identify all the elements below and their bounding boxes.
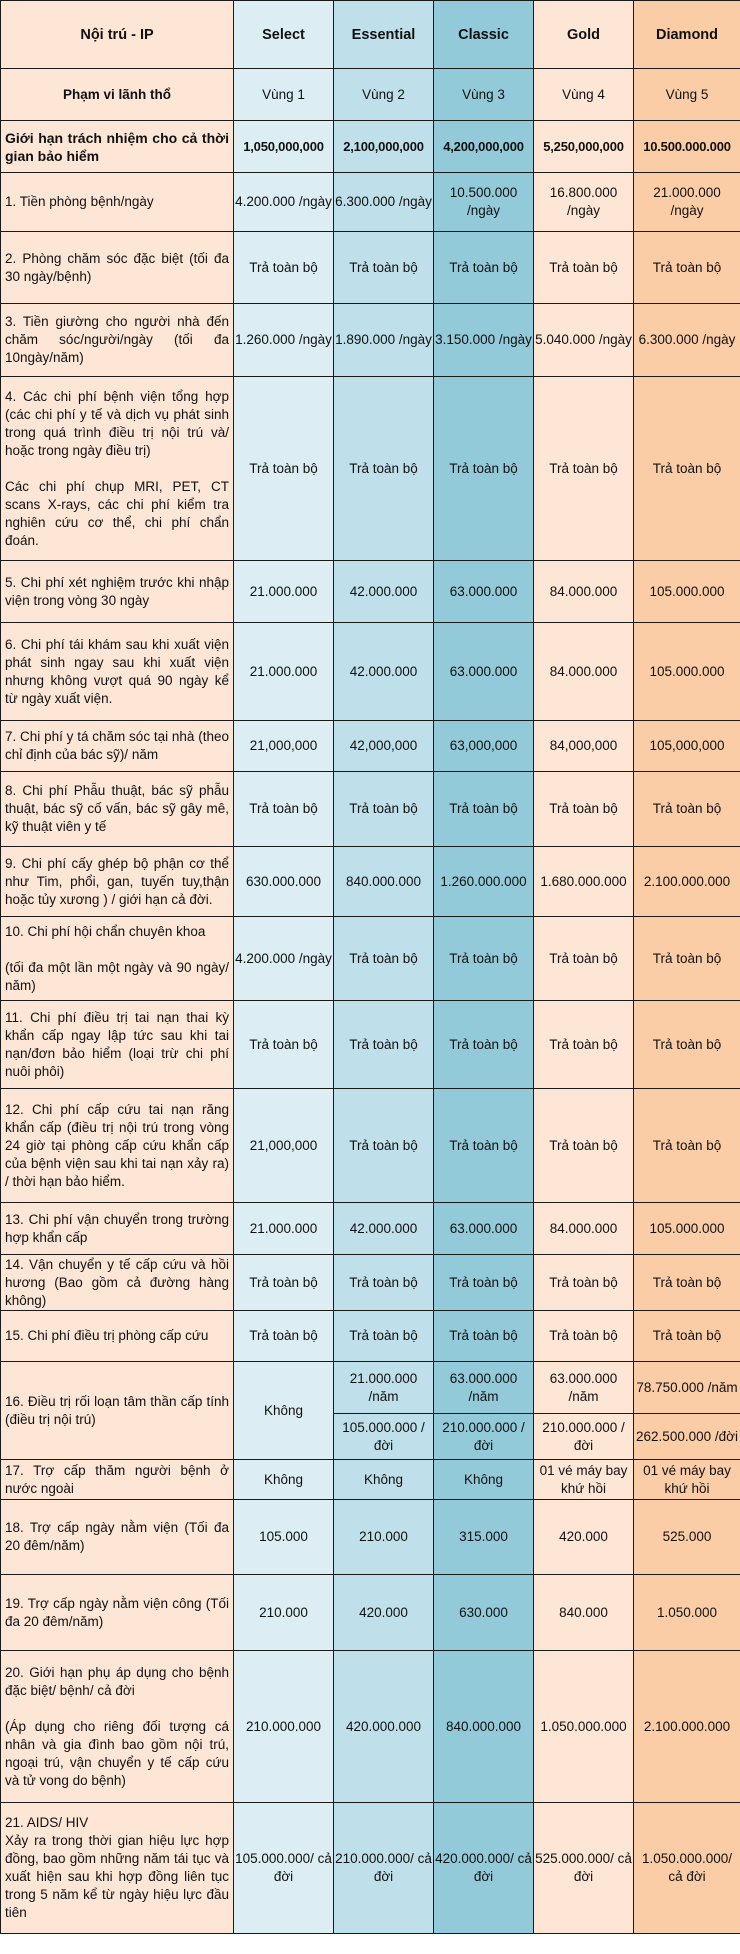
benefit-value: 1.050.000	[634, 1575, 740, 1651]
benefit-value: Trả toàn bộ	[334, 1089, 434, 1203]
benefit-value: Trả toàn bộ	[534, 1311, 634, 1362]
benefit-value: 4.200.000 /ngày	[234, 917, 334, 1001]
benefit-value: 105.000.000/ cả đời	[234, 1803, 334, 1934]
benefit-value: 21.000.000	[234, 623, 334, 721]
limit-value: 1,050,000,000	[234, 121, 334, 173]
benefit-value: 63.000.000 /năm	[534, 1362, 634, 1414]
benefit-value: Trả toàn bộ	[334, 772, 434, 847]
benefit-value: Trả toàn bộ	[334, 1255, 434, 1311]
territory-value: Vùng 1	[234, 69, 334, 121]
benefit-value: 6.300.000 /ngày	[634, 304, 740, 377]
benefit-value: 105,000,000	[634, 721, 740, 772]
benefit-value: 210.000.000 /đời	[534, 1414, 634, 1460]
benefit-value: 78.750.000 /năm	[634, 1362, 740, 1414]
benefit-value: Trả toàn bộ	[634, 1311, 740, 1362]
table-row	[1, 561, 740, 623]
benefit-value: Trả toàn bộ	[634, 1001, 740, 1089]
benefit-label: 16. Điều trị rối loạn tâm thần cấp tính (điều trị nội trú)	[1, 1362, 234, 1460]
plan-header-classic: Classic	[434, 1, 534, 69]
benefit-label: 2. Phòng chăm sóc đặc biệt (tối đa 30 ngày/bệnh)	[1, 232, 234, 304]
benefit-value: 420.000	[534, 1500, 634, 1575]
table-row	[1, 377, 740, 561]
benefit-value: 10.500.000 /ngày	[434, 173, 534, 232]
benefit-value: Trả toàn bộ	[434, 1311, 534, 1362]
table-row	[1, 847, 740, 917]
territory-row	[1, 69, 740, 121]
benefit-value: 105.000	[234, 1500, 334, 1575]
table-row	[1, 1803, 740, 1934]
benefit-value: Trả toàn bộ	[534, 772, 634, 847]
benefit-value: Trả toàn bộ	[434, 1255, 534, 1311]
benefit-value: 16.800.000 /ngày	[534, 173, 634, 232]
table-row	[1, 1001, 740, 1089]
plan-header-gold: Gold	[534, 1, 634, 69]
header-row	[1, 1, 740, 69]
benefit-label: 6. Chi phí tái khám sau khi xuất viện phát sinh ngay sau khi xuất viện nhưng không vượt quá 90 ngày kể từ ngày xuất viện.	[1, 623, 234, 721]
benefit-value: Trả toàn bộ	[434, 772, 534, 847]
benefit-value: 21,000,000	[234, 721, 334, 772]
benefit-value: Trả toàn bộ	[334, 377, 434, 561]
benefit-value: Không	[234, 1460, 334, 1500]
benefit-value: 42.000.000	[334, 1203, 434, 1255]
benefit-value: 84,000,000	[534, 721, 634, 772]
benefit-value: 21.000.000	[234, 1203, 334, 1255]
benefit-label: 10. Chi phí hội chẩn chuyên khoa (tối đa một lần một ngày và 90 ngày/ năm)	[1, 917, 234, 1001]
table-row	[1, 1575, 740, 1651]
benefit-value: Trả toàn bộ	[234, 1001, 334, 1089]
table-row	[1, 173, 740, 232]
benefit-value: Trả toàn bộ	[634, 232, 740, 304]
benefit-value: Trả toàn bộ	[634, 772, 740, 847]
limit-value: 5,250,000,000	[534, 121, 634, 173]
benefit-value: 21.000.000	[234, 561, 334, 623]
benefit-value: 840.000.000	[434, 1651, 534, 1803]
benefit-label: 9. Chi phí cấy ghép bộ phận cơ thể như Tim, phổi, gan, tuyến tuy,thận hoặc tủy xương ) / giới hạn cả đời.	[1, 847, 234, 917]
benefit-label: 5. Chi phí xét nghiệm trước khi nhập viện trong vòng 30 ngày	[1, 561, 234, 623]
benefit-label: 12. Chi phí cấp cứu tai nạn răng khẩn cấp (điều trị nội trú trong vòng 24 giờ tại phòng cấp cứu khẩn cấp của bệnh viện sau khi tai nạn xảy ra) / thời hạn bảo hiểm.	[1, 1089, 234, 1203]
limit-value: 10.500.000.000	[634, 121, 740, 173]
benefit-value: 6.300.000 /ngày	[334, 173, 434, 232]
benefit-value: Trả toàn bộ	[534, 1255, 634, 1311]
benefit-value: Trả toàn bộ	[434, 1001, 534, 1089]
table-row	[1, 1651, 740, 1803]
benefit-value: 01 vé máy bay khứ hồi	[634, 1460, 740, 1500]
territory-value: Vùng 3	[434, 69, 534, 121]
benefit-value: Trả toàn bộ	[434, 377, 534, 561]
table-row	[1, 623, 740, 721]
benefit-value: 42.000.000	[334, 561, 434, 623]
table-row	[1, 1500, 740, 1575]
benefit-value: 420.000	[334, 1575, 434, 1651]
benefit-value: 63.000.000	[434, 1203, 534, 1255]
benefit-value: 63.000.000	[434, 561, 534, 623]
benefit-value: Không	[434, 1460, 534, 1500]
benefit-label: 17. Trợ cấp thăm người bệnh ở nước ngoài	[1, 1460, 234, 1500]
benefit-value: 210.000	[334, 1500, 434, 1575]
benefit-value: 315.000	[434, 1500, 534, 1575]
benefit-value: Trả toàn bộ	[334, 1001, 434, 1089]
benefit-value: 84.000.000	[534, 623, 634, 721]
table-title: Nội trú - IP	[1, 1, 234, 69]
limit-value: 4,200,000,000	[434, 121, 534, 173]
benefit-value: 105.000.000	[634, 623, 740, 721]
benefit-value: 42.000.000	[334, 623, 434, 721]
table-row	[1, 304, 740, 377]
table-row	[1, 1460, 740, 1500]
benefit-label: 19. Trợ cấp ngày nằm viện công (Tối đa 20 đêm/năm)	[1, 1575, 234, 1651]
table-row	[1, 1362, 740, 1414]
table-row	[1, 1203, 740, 1255]
benefit-value: Trả toàn bộ	[334, 917, 434, 1001]
benefit-value: 525.000.000/ cả đời	[534, 1803, 634, 1934]
benefit-value: 105.000.000 /đời	[334, 1414, 434, 1460]
limit-label: Giới hạn trách nhiệm cho cả thời gian bảo hiểm	[1, 121, 234, 173]
benefit-value: 1.050.000.000/ cả đời	[634, 1803, 740, 1934]
benefit-value: 3.150.000 /ngày	[434, 304, 534, 377]
benefit-value: 01 vé máy bay khứ hồi	[534, 1460, 634, 1500]
benefit-value: 2.100.000.000	[634, 847, 740, 917]
benefit-value: 630.000.000	[234, 847, 334, 917]
benefit-value: 84.000.000	[534, 1203, 634, 1255]
benefit-value: Trả toàn bộ	[234, 772, 334, 847]
benefit-value: Trả toàn bộ	[434, 1089, 534, 1203]
benefit-value: Không	[334, 1460, 434, 1500]
benefit-value: 1.050.000.000	[534, 1651, 634, 1803]
territory-value: Vùng 4	[534, 69, 634, 121]
table-row	[1, 1311, 740, 1362]
benefit-value: 84.000.000	[534, 561, 634, 623]
benefit-value: 21.000.000 /năm	[334, 1362, 434, 1414]
benefit-label: 14. Vận chuyển y tế cấp cứu và hồi hương (Bao gồm cả đường hàng không)	[1, 1255, 234, 1311]
benefit-value: Trả toàn bộ	[334, 232, 434, 304]
benefit-value: 63.000.000 /năm	[434, 1362, 534, 1414]
benefit-value: 63,000,000	[434, 721, 534, 772]
benefit-value: Trả toàn bộ	[234, 1311, 334, 1362]
benefit-label: 18. Trợ cấp ngày nằm viện (Tối đa 20 đêm/năm)	[1, 1500, 234, 1575]
benefit-value: 210.000.000/ cả đời	[334, 1803, 434, 1934]
benefit-value: 2.100.000.000	[634, 1651, 740, 1803]
territory-value: Vùng 5	[634, 69, 740, 121]
benefit-label: 4. Các chi phí bệnh viện tổng hợp (các chi phí y tế và dịch vụ phát sinh trong quá trình điều trị nội trú và/ hoặc trong ngày điều trị) Các chi phí chụp MRI, PET, CT scans X-rays, các chi phí kiểm tra nghiên cứu cơ thể, chi phí chẩn đoán.	[1, 377, 234, 561]
benefit-value: 630.000	[434, 1575, 534, 1651]
limit-row	[1, 121, 740, 173]
benefit-value: Trả toàn bộ	[634, 917, 740, 1001]
plan-header-select: Select	[234, 1, 334, 69]
benefit-value: Trả toàn bộ	[534, 1001, 634, 1089]
benefit-value: Trả toàn bộ	[534, 1089, 634, 1203]
benefit-value: 210.000	[234, 1575, 334, 1651]
benefit-value: Trả toàn bộ	[534, 232, 634, 304]
benefit-value: 105.000.000	[634, 1203, 740, 1255]
benefit-value: Trả toàn bộ	[534, 917, 634, 1001]
benefit-value: Trả toàn bộ	[234, 232, 334, 304]
benefit-value: 420.000.000/ cả đời	[434, 1803, 534, 1934]
benefit-value: 210.000.000	[234, 1651, 334, 1803]
benefit-label: 8. Chi phí Phẫu thuật, bác sỹ phẫu thuật, bác sỹ cố vấn, bác sỹ gây mê, kỹ thuật viên y tế	[1, 772, 234, 847]
benefit-value: 21,000,000	[234, 1089, 334, 1203]
benefit-value: 1.680.000.000	[534, 847, 634, 917]
benefit-label: 15. Chi phí điều trị phòng cấp cứu	[1, 1311, 234, 1362]
benefit-label: 3. Tiền giường cho người nhà đến chăm sóc/người/ngày (tối đa 10ngày/năm)	[1, 304, 234, 377]
benefit-label: 13. Chi phí vận chuyển trong trường hợp khẩn cấp	[1, 1203, 234, 1255]
territory-value: Vùng 2	[334, 69, 434, 121]
benefit-value: Trả toàn bộ	[234, 1255, 334, 1311]
benefit-label: 21. AIDS/ HIV Xảy ra trong thời gian hiệu lực hợp đồng, bao gồm những năm tái tục và xuất hiện sau khi hợp đồng liên tục trong 5 năm kể từ ngày hiệu lực đầu tiên	[1, 1803, 234, 1934]
benefit-value: 420.000.000	[334, 1651, 434, 1803]
benefit-label: 20. Giới hạn phụ áp dụng cho bệnh đặc biệt/ bệnh/ cả đời (Áp dụng cho riêng đối tượng cá nhân và gia đình bao gồm nội trú, ngoại trú, vận chuyển y tế cấp cứu và tử vong do bệnh)	[1, 1651, 234, 1803]
table-row	[1, 1255, 740, 1311]
benefit-value: Trả toàn bộ	[634, 1255, 740, 1311]
plan-header-diamond: Diamond	[634, 1, 740, 69]
benefit-value: 1.260.000.000	[434, 847, 534, 917]
benefit-value: Trả toàn bộ	[634, 377, 740, 561]
benefit-value: 525.000	[634, 1500, 740, 1575]
benefit-value: Trả toàn bộ	[434, 917, 534, 1001]
benefit-label: 1. Tiền phòng bệnh/ngày	[1, 173, 234, 232]
benefit-value: Trả toàn bộ	[234, 377, 334, 561]
territory-label: Phạm vi lãnh thổ	[1, 69, 234, 121]
benefit-label: 11. Chi phí điều trị tai nạn thai kỳ khẩn cấp ngay lập tức sau khi tai nạn/đơn bảo hiểm (loại trừ chi phí nuôi phôi)	[1, 1001, 234, 1089]
benefit-value: Không	[234, 1362, 334, 1460]
benefit-label: 7. Chi phí y tá chăm sóc tại nhà (theo chỉ định của bác sỹ)/ năm	[1, 721, 234, 772]
benefit-value: Trả toàn bộ	[634, 1089, 740, 1203]
benefit-value: Trả toàn bộ	[534, 377, 634, 561]
benefit-value: Trả toàn bộ	[334, 1311, 434, 1362]
benefit-value: 1.260.000 /ngày	[234, 304, 334, 377]
table-row	[1, 721, 740, 772]
table-row	[1, 917, 740, 1001]
benefit-value: 262.500.000 /đời	[634, 1414, 740, 1460]
benefit-value: 42,000,000	[334, 721, 434, 772]
table-row	[1, 1089, 740, 1203]
benefit-value: 5.040.000 /ngày	[534, 304, 634, 377]
benefit-value: Trả toàn bộ	[434, 232, 534, 304]
benefit-value: 840.000.000	[334, 847, 434, 917]
benefit-value: 105.000.000	[634, 561, 740, 623]
benefit-value: 210.000.000 /đời	[434, 1414, 534, 1460]
benefit-value: 1.890.000 /ngày	[334, 304, 434, 377]
benefit-value: 4.200.000 /ngày	[234, 173, 334, 232]
plan-header-essential: Essential	[334, 1, 434, 69]
benefit-value: 63.000.000	[434, 623, 534, 721]
table-row	[1, 772, 740, 847]
limit-value: 2,100,000,000	[334, 121, 434, 173]
table-row	[1, 232, 740, 304]
benefit-value: 840.000	[534, 1575, 634, 1651]
benefit-value: 21.000.000 /ngày	[634, 173, 740, 232]
